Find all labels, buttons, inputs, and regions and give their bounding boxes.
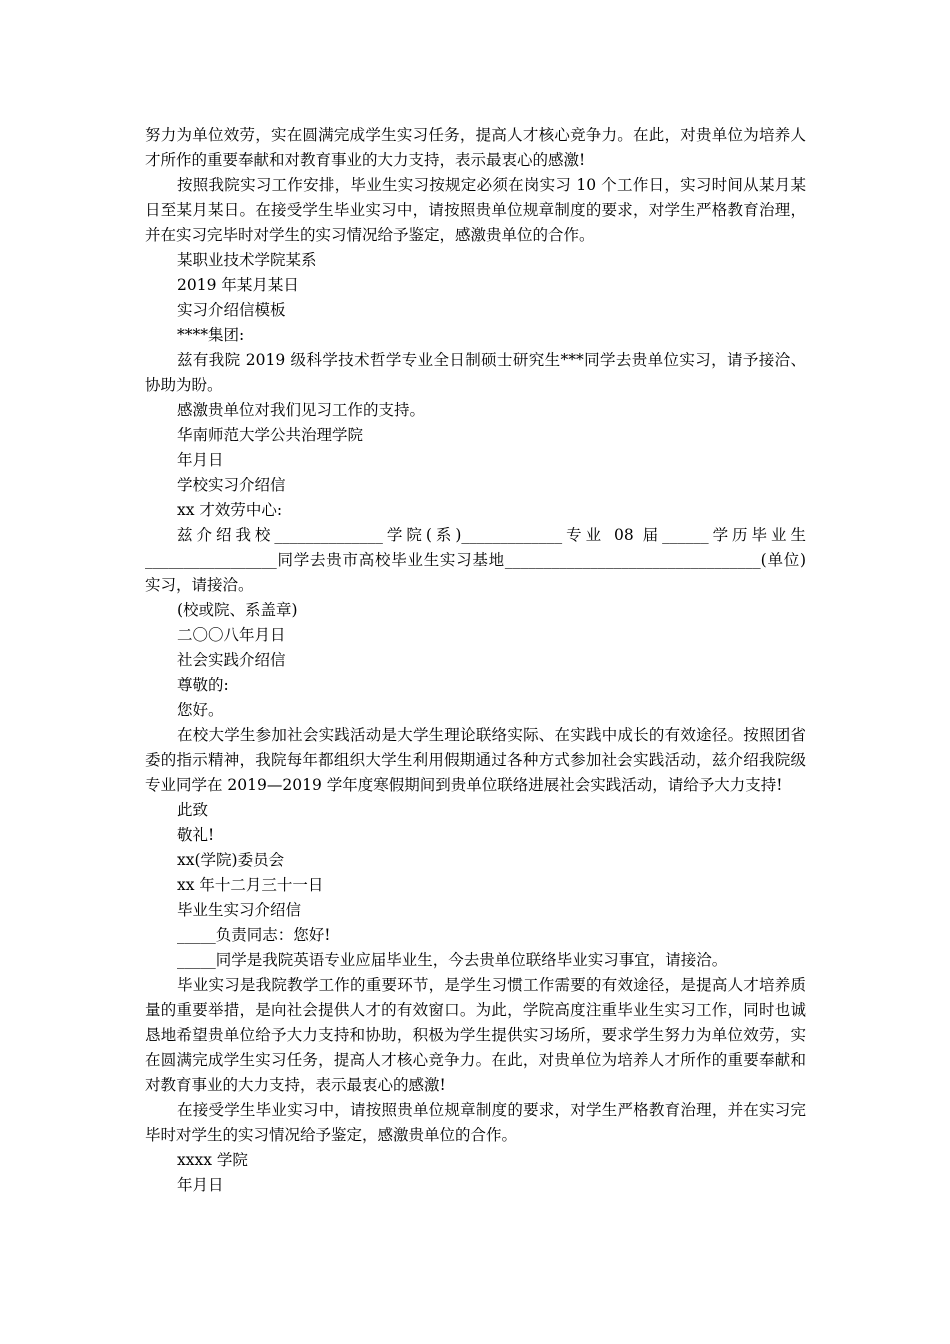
paragraph: 在校大学生参加社会实践活动是大学生理论联络实际、在实践中成长的有效途径。按照团省委的指示精神，我院每年都组织大学生利用假期通过各种方式参加社会实践活动，兹介绍我院级专业同学在 2019—2019 学年度寒假期间到贵单位联络进展社会实践活动，请给予大力支持!	[145, 726, 806, 794]
paragraph: 2019 年某月某日	[177, 276, 299, 294]
paragraph: 实习介绍信模板	[177, 301, 286, 319]
paragraph: 学校实习介绍信	[177, 476, 286, 494]
paragraph: 毕业生实习介绍信	[177, 901, 302, 919]
paragraph: 在接受学生毕业实习中，请按照贵单位规章制度的要求，对学生严格教育治理，并在实习完毕时对学生的实习情况给予鉴定，感激贵单位的合作。	[145, 1101, 806, 1144]
paragraph: _____负责同志：您好!	[177, 926, 331, 944]
paragraph: xx(学院)委员会	[177, 851, 285, 869]
paragraph: (校或院、系盖章)	[177, 601, 298, 619]
paragraph: 某职业技术学院某系	[177, 251, 317, 269]
paragraph: 敬礼!	[177, 826, 215, 844]
paragraph: 二〇〇八年月日	[177, 626, 286, 644]
document-body	[145, 123, 806, 1198]
paragraph: 努力为单位效劳，实在圆满完成学生实习任务，提高人才核心竞争力。在此，对贵单位为培养人才所作的重要奉献和对教育事业的大力支持，表示最衷心的感激!	[145, 126, 806, 169]
paragraph: xxxx 学院	[177, 1151, 248, 1169]
paragraph: ****集团:	[177, 326, 245, 344]
paragraph: 兹有我院 2019 级科学技术哲学专业全日制硕士研究生***同学去贵单位实习，请予接洽、协助为盼。	[145, 351, 806, 394]
paragraph: xx 年十二月三十一日	[177, 876, 324, 894]
paragraph: 社会实践介绍信	[177, 651, 286, 669]
paragraph: 年月日	[177, 1176, 224, 1194]
paragraph: 毕业实习是我院教学工作的重要环节，是学生习惯工作需要的有效途径，是提高人才培养质量的重要举措，是向社会提供人才的有效窗口。为此，学院高度注重毕业生实习工作，同时也诚恳地希望贵单位给予大力支持和协助，积极为学生提供实习场所，要求学生努力为单位效劳，实在圆满完成学生实习任务，提高人才核心竞争力。在此，对贵单位为培养人才所作的重要奉献和对教育事业的大力支持，表示最衷心的感激!	[145, 976, 806, 1094]
paragraph: 感激贵单位对我们见习工作的支持。	[177, 401, 426, 419]
paragraph: 您好。	[177, 701, 224, 719]
paragraph: 兹介绍我校______________学院(系)_____________专业 08 届______学历毕业生_________________同学去贵市高校毕业生实习基地_________________________________(单位)实习，请接洽。	[145, 526, 806, 594]
paragraph: 此致	[177, 801, 209, 819]
paragraph: _____同学是我院英语专业应届毕业生，今去贵单位联络毕业实习事宜，请接洽。	[177, 951, 728, 969]
paragraph: 尊敬的:	[177, 676, 229, 694]
paragraph: 华南师范大学公共治理学院	[177, 426, 364, 444]
paragraph: xx 才效劳中心:	[177, 501, 283, 519]
paragraph: 年月日	[177, 451, 224, 469]
paragraph: 按照我院实习工作安排，毕业生实习按规定必须在岗实习 10 个工作日，实习时间从某月某日至某月某日。在接受学生毕业实习中，请按照贵单位规章制度的要求，对学生严格教育治理，并在实习完毕时对学生的实习情况给予鉴定，感激贵单位的合作。	[145, 176, 806, 244]
